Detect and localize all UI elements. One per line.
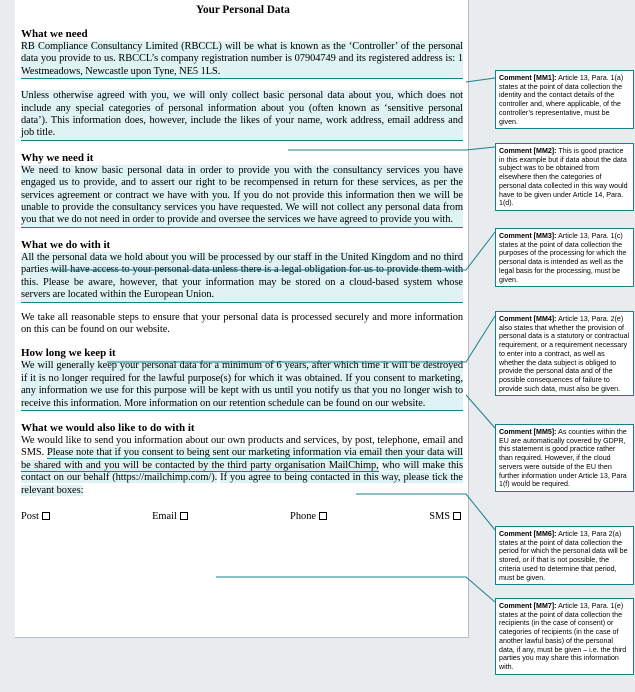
comment-text: Article 13, Para. 1(e) states at the point of data collection the recipients (in the case of consent) or categories of recipients (in the case of another lawful basis) of the personal data, if any, must be given – i.e. the third parties you may share this information with. xyxy=(499,602,627,671)
email-checkbox[interactable] xyxy=(180,512,188,520)
section-heading-what-we-do: What we do with it xyxy=(21,238,111,251)
comment-label: Comment [MM1]: xyxy=(499,74,557,82)
comment-text: Article 13, Para 2(a) states at the point of data collection the period for which the personal data will be stored, or if that is not possible, the criteria used to determine that period, must be given. xyxy=(499,530,628,582)
document-body[interactable] xyxy=(21,3,463,523)
comment-mm2[interactable] xyxy=(495,143,634,211)
paragraph-basic-data[interactable]: Unless otherwise agreed with you, we will only collect basic personal data about you, which does not include any special categories of personal information about you (often known as ‘sensitive personal data’). This information does, however, include the likes of your name, work address, email address and job title. xyxy=(21,90,463,141)
comment-text: Article 13, Para. 1(c) states at the point of data collection the purposes of the processing for which the personal data is intended as well as the legal basis for the processing, must be given. xyxy=(499,232,627,284)
document-title: Your Personal Data xyxy=(196,4,290,16)
consent-sms-label: SMS xyxy=(429,510,450,522)
comment-label: Comment [MM6]: xyxy=(499,530,557,538)
section-heading-what-we-need: What we need xyxy=(21,28,88,40)
comment-text: Article 13, Para. 2(e) also states that whether the provision of personal data is a statutory or contractual requirement, or a requirement necessary to enter into a contract, as well as whether the data subject is obliged to provide the personal data and of the possible consequences of failure to provide such data, must also be given. xyxy=(499,315,630,393)
consent-tick-row xyxy=(21,511,463,523)
consent-post-label: Post xyxy=(21,510,39,522)
comment-mm1[interactable] xyxy=(495,70,634,129)
consent-post[interactable] xyxy=(21,511,50,523)
comment-mm6[interactable] xyxy=(495,526,634,585)
paragraph-marketing xyxy=(21,435,463,497)
section-heading-why-we-need-it: Why we need it xyxy=(21,151,94,164)
comment-label: Comment [MM4]: xyxy=(499,315,557,323)
comment-text: This is good practice in this example but if data about the data subject was to be obtained from elsewhere then the categories of personal data collected in this way would have to be given under Article 14, Para. 1(d). xyxy=(499,147,628,208)
consent-email[interactable] xyxy=(152,511,188,523)
marketing-mailchimp[interactable]: Please note that if you consent to being sent our marketing information via email then your data will be shared with and you will be contacted by the third party organisation MailChimp, xyxy=(21,447,463,471)
comment-mm3[interactable] xyxy=(495,228,634,287)
comment-label: Comment [MM5]: xyxy=(499,428,557,436)
paragraph-security: We take all reasonable steps to ensure that your personal data is processed securely and more information on this can be found on our website. xyxy=(21,311,463,335)
consent-phone[interactable] xyxy=(290,511,327,523)
marketing-behalf[interactable]: who will make this contact on our behalf (https://mailchimp.com/). xyxy=(21,459,463,484)
paragraph-retention[interactable]: We will generally keep your personal data for a minimum of 6 years, after which time it will be destroyed if it is no longer required for the lawful purpose(s) for which it was obtained. If you consent to marketing, any information we use for this purpose will be kept with us until you notify us that you no longer wish to receive this information. More information on our retention schedule can be found on our website. xyxy=(21,360,463,411)
comment-mm4[interactable] xyxy=(495,311,634,396)
comment-text: As counties within the EU are automatically covered by GDPR, this statement is good practice rather than required. However, if the cloud servers were outside of the EU then further information under Article 13, Para 1(f) would be required. xyxy=(499,428,627,489)
paragraph-controller[interactable]: RB Compliance Consultancy Limited (RBCCL) will be what is known as the ‘Controller’ of the personal data you provide to us. RBCCL’s company registration number is 07904749 and its registered address is: 1 Westmeadows, Newcastle upon Tyne, NE5 1LS. xyxy=(21,41,463,79)
consent-email-label: Email xyxy=(152,510,177,522)
marketing-intro: We would like to send you information about our own products and services, by post, telephone, email and SMS. xyxy=(21,434,463,459)
paragraph-processing[interactable]: All the personal data we hold about you will be processed by our staff in the United Kingdom and no third parties will have access to your personal data unless there is a legal obligation for us to provide them with this. Please be aware, however, that your information may be stored on a cloud-based system whose servers are located within the European Union. xyxy=(21,252,463,303)
consent-sms[interactable] xyxy=(429,511,461,523)
marketing-tick-instruction[interactable]: If you agree to being contacted in this way, please tick the relevant boxes: xyxy=(21,472,463,496)
comment-label: Comment [MM7]: xyxy=(499,602,557,610)
comment-label: Comment [MM2]: xyxy=(499,147,557,155)
post-checkbox[interactable] xyxy=(42,512,50,520)
sms-checkbox[interactable] xyxy=(453,512,461,520)
document-page xyxy=(15,0,469,638)
section-heading-how-long: How long we keep it xyxy=(21,347,116,360)
phone-checkbox[interactable] xyxy=(319,512,327,520)
section-heading-also-like: What we would also like to do with it xyxy=(21,421,195,434)
comment-mm7[interactable] xyxy=(495,598,634,675)
comment-text: Article 13, Para. 1(a) states at the point of data collection the identity and the contact details of the controller and, where applicable, of the controller’s representative, must be given. xyxy=(499,74,624,126)
comment-mm5[interactable] xyxy=(495,424,634,492)
comment-label: Comment [MM3]: xyxy=(499,232,557,240)
consent-phone-label: Phone xyxy=(290,510,317,522)
paragraph-why[interactable]: We need to know basic personal data in order to provide you with the consultancy services you have engaged us to provide, and to assert our right to be recompensed in return for these services, as per the services agreement or contract we have with you. If you do not provide this information then we will be unable to provide the consultancy services you have requested. We will not collect any personal data from you that we do not need in order to provide and oversee the services we have agreed to provide you with. xyxy=(21,165,463,228)
